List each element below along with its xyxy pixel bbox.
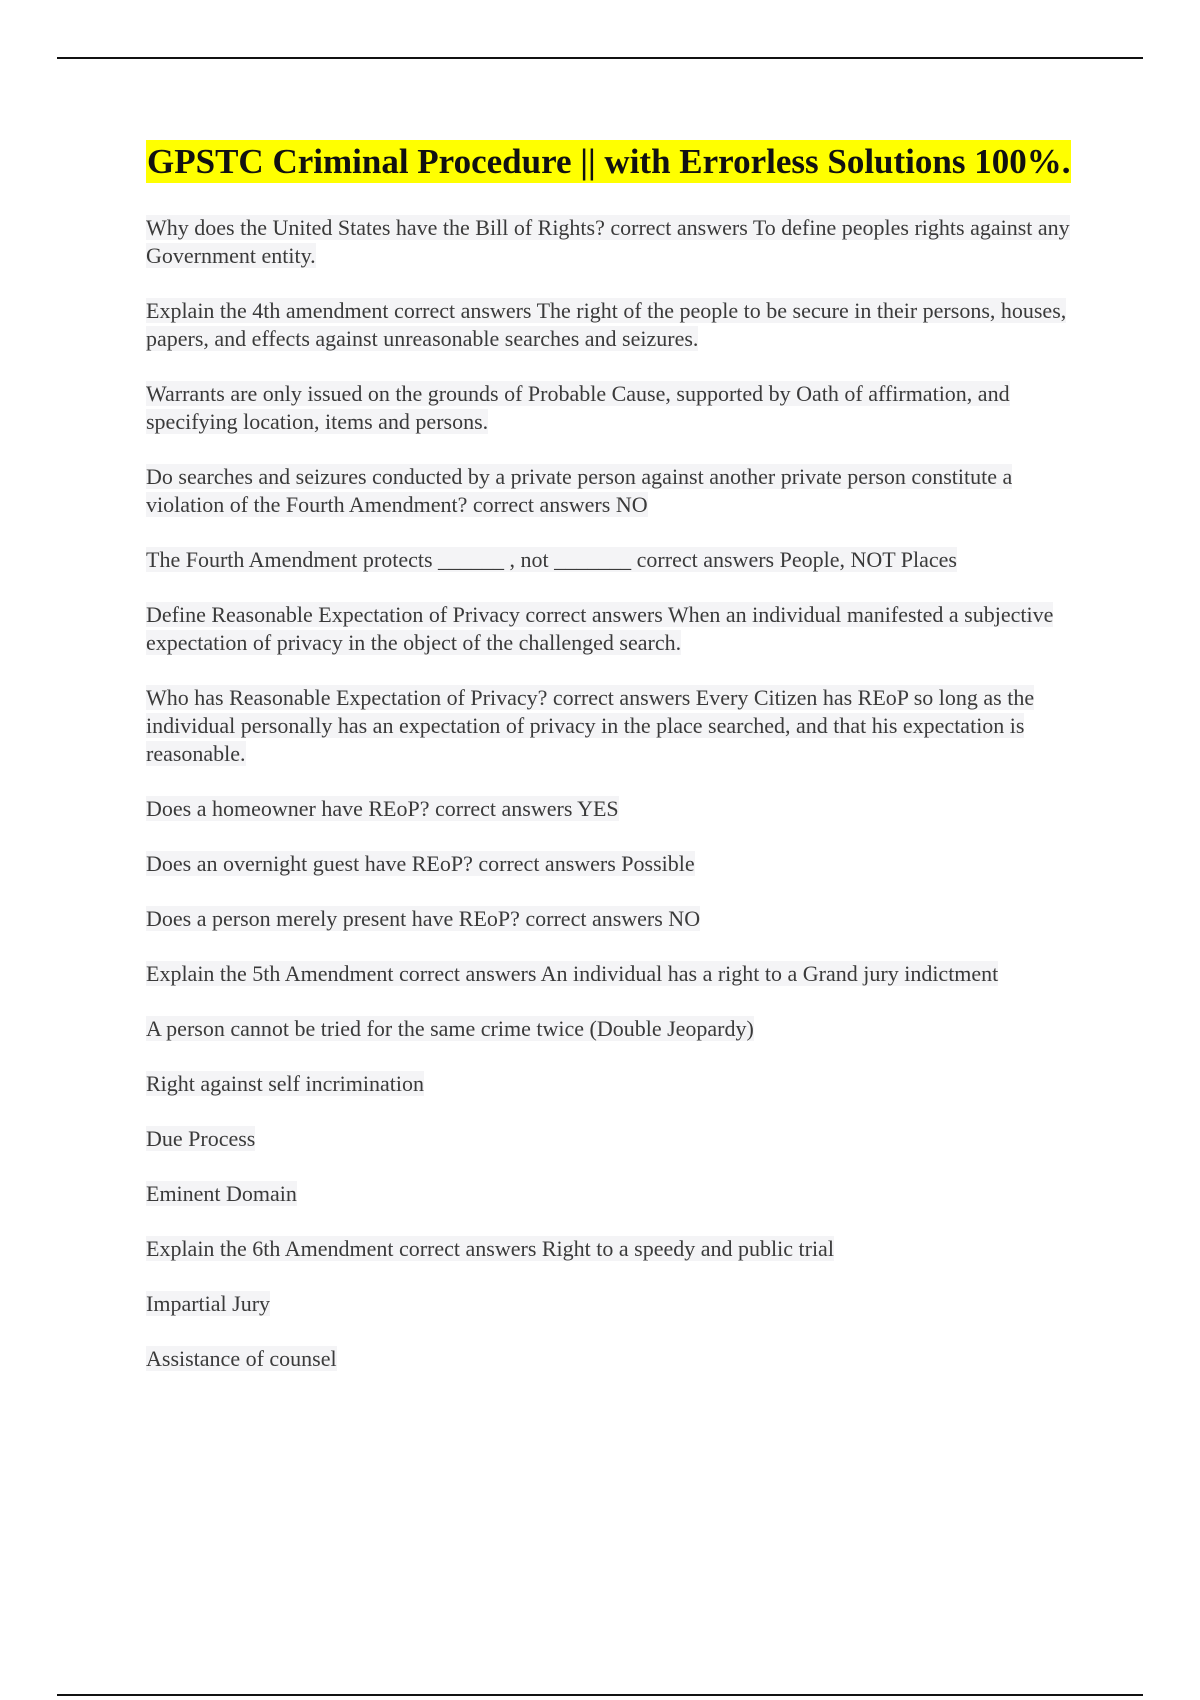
paragraph: Does a homeowner have REoP? correct answers YES (146, 796, 619, 821)
paragraph: Due Process (146, 1126, 256, 1151)
document-title: GPSTC Criminal Procedure || with Errorless Solutions 100%. (147, 142, 1071, 181)
top-rule (57, 57, 1143, 59)
paragraph: Who has Reasonable Expectation of Privacy? correct answers Every Citizen has REoP so long as the individual personally has an expectation of privacy in the place searched, and that his expectation is reasonable. (146, 685, 1035, 766)
paragraph: Eminent Domain (146, 1181, 297, 1206)
paragraph: Assistance of counsel (146, 1346, 337, 1371)
paragraph: Does an overnight guest have REoP? correct answers Possible (146, 851, 695, 876)
paragraph: Right against self incrimination (146, 1071, 425, 1096)
paragraph: The Fourth Amendment protects ______ , not _______ correct answers People, NOT Places (146, 547, 957, 572)
paragraph: Warrants are only issued on the grounds of Probable Cause, supported by Oath of affirmation, and specifying location, items and persons. (146, 381, 1010, 434)
paragraph: A person cannot be tried for the same crime twice (Double Jeopardy) (146, 1016, 754, 1041)
paragraph: Explain the 4th amendment correct answers The right of the people to be secure in their persons, houses, papers, and effects against unreasonable searches and seizures. (146, 298, 1067, 351)
paragraph: Do searches and seizures conducted by a private person against another private person constitute a violation of the Fourth Amendment? correct answers NO (146, 464, 1013, 517)
document-body (146, 140, 1086, 1400)
paragraph: Does a person merely present have REoP? correct answers NO (146, 906, 701, 931)
paragraph: Impartial Jury (146, 1291, 271, 1316)
bottom-rule (57, 1694, 1143, 1696)
paragraph: Explain the 5th Amendment correct answers An individual has a right to a Grand jury indictment (146, 961, 999, 986)
paragraph: Explain the 6th Amendment correct answers Right to a speedy and public trial (146, 1236, 834, 1261)
paragraph: Why does the United States have the Bill of Rights? correct answers To define peoples rights against any Government entity. (146, 215, 1070, 268)
paragraph: Define Reasonable Expectation of Privacy correct answers When an individual manifested a subjective expectation of privacy in the object of the challenged search. (146, 602, 1054, 655)
